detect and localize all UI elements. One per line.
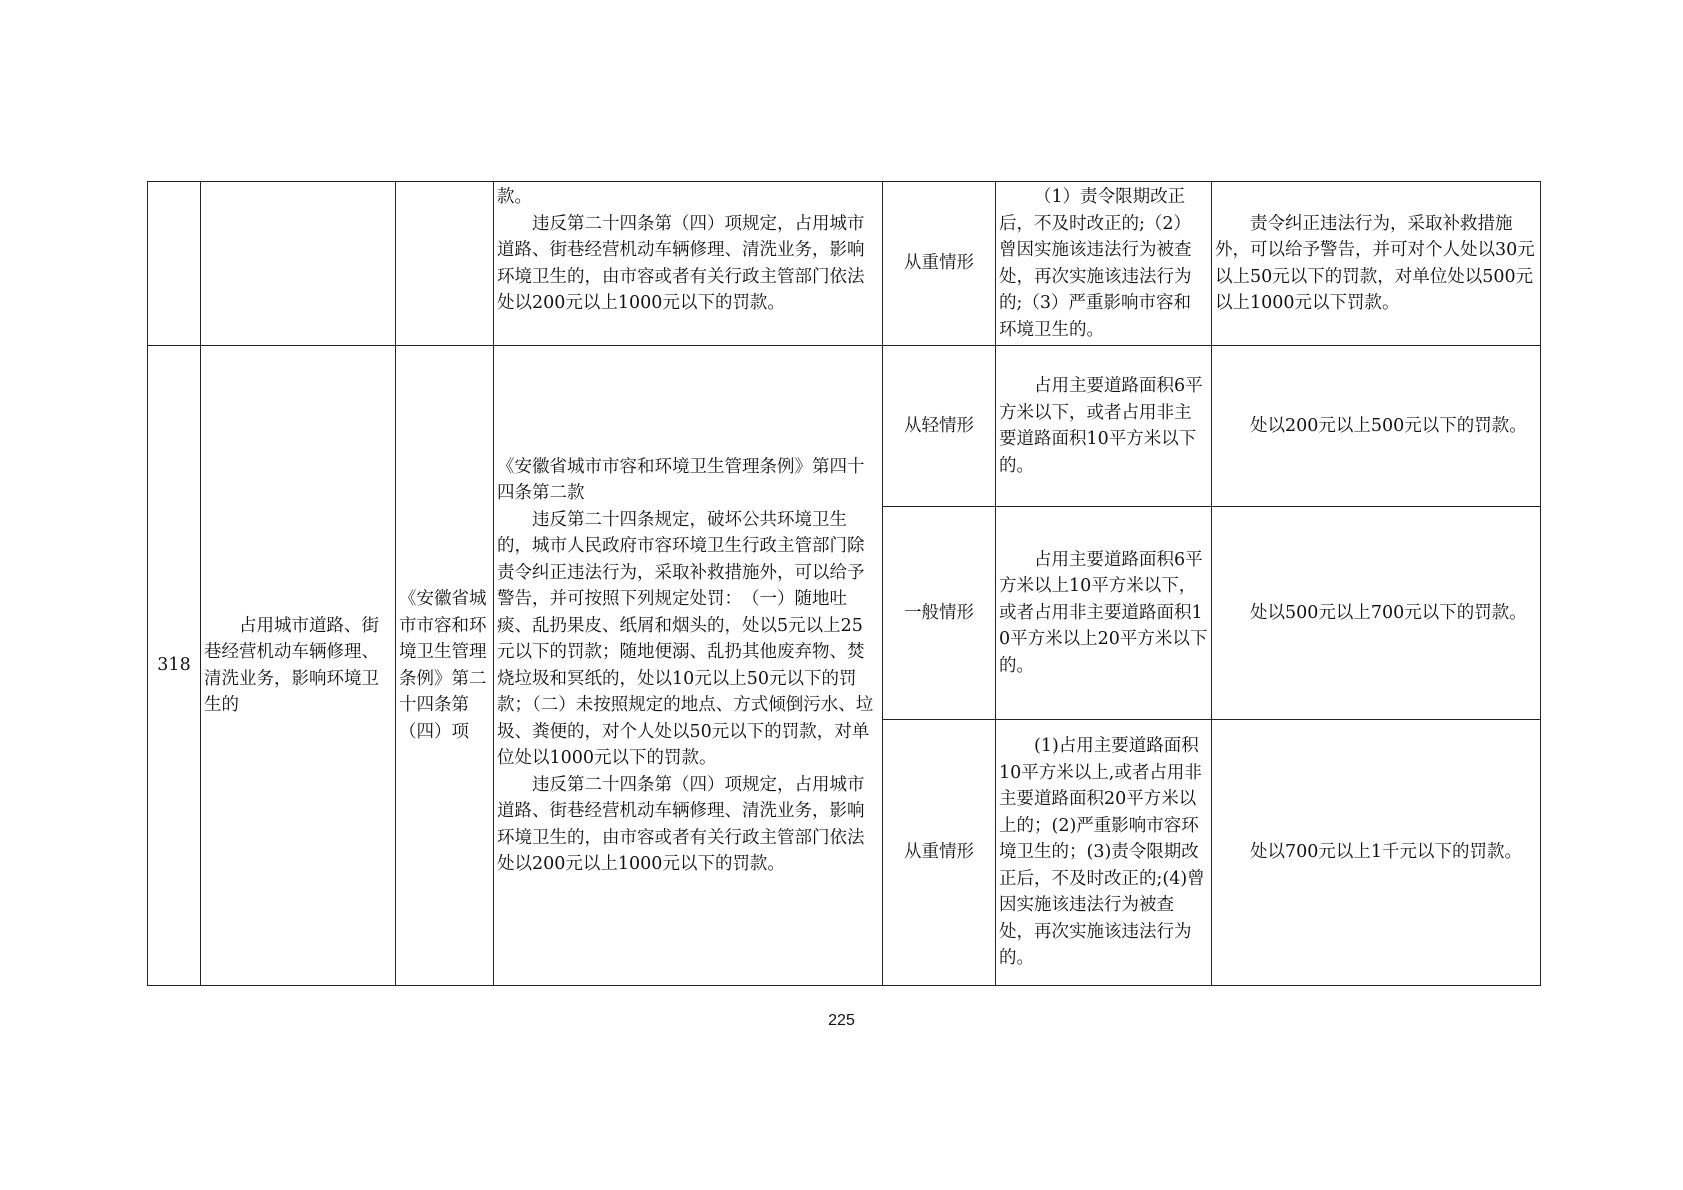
circumstance-cell-heavy: 从重情形 <box>883 720 996 986</box>
basis-paragraph: 违反第二十四条规定，破坏公共环境卫生的，城市人民政府市容环境卫生行政主管部门除责令纠正违法行为，采取补救措施外，可以给予警告，并可按照下列规定处罚： （一）随地吐痰、乱扔果皮、纸屑和烟头的，处以5元以上25元以下的罚款；随地便溺、乱扔其他废弃物、焚烧垃圾和冥纸的，处以10元以上50元以下的罚款；（二）未按照规定的地点、方式倾倒污水、垃圾、粪便的，对个人处以50元以下的罚款，对单位处以1000元以下的罚款。 <box>497 509 874 768</box>
continued-row <box>148 182 1541 346</box>
table-row <box>148 346 1541 507</box>
condition-cell-light: 占用主要道路面积6平方米以下，或者占用非主要道路面积10平方米以下的。 <box>996 346 1212 507</box>
standard-cell-general: 处以500元以上700元以下的罚款。 <box>1212 507 1541 720</box>
legal-basis-cell <box>494 182 883 346</box>
standard-cell-heavy: 处以700元以上1千元以下的罚款。 <box>1212 720 1541 986</box>
condition-cell: （1）责令限期改正后，不及时改正的;（2）曾因实施该违法行为被查处，再次实施该违法行为的;（3）严重影响市容和环境卫生的。 <box>996 182 1212 346</box>
condition-cell-heavy: (1)占用主要道路面积10平方米以上,或者占用非主要道路面积20平方米以上的；(2)严重影响市容环境卫生的；(3)责令限期改正后，不及时改正的;(4)曾因实施该违法行为被查处，再次实施该违法行为的。 <box>996 720 1212 986</box>
penalty-standard-table <box>147 181 1541 986</box>
circumstance-cell: 从重情形 <box>883 182 996 346</box>
circumstance-cell-general: 一般情形 <box>883 507 996 720</box>
basis-short-cell-empty <box>396 182 494 346</box>
standard-cell: 责令纠正违法行为，采取补救措施外，可以给予警告，并可对个人处以30元以上50元以下的罚款，对单位处以500元以上1000元以下罚款。 <box>1212 182 1541 346</box>
legal-basis-cell <box>494 346 883 986</box>
number-cell-empty <box>148 182 201 346</box>
basis-paragraph: 《安徽省城市市容和环境卫生管理条例》第四十四条第二款 <box>497 456 865 503</box>
basis-paragraph: 违反第二十四条第（四）项规定，占用城市道路、街巷经营机动车辆修理、清洗业务，影响环境卫生的，由市容或者有关行政主管部门依法处以200元以上1000元以下的罚款。 <box>497 774 865 874</box>
violation-cell-empty <box>201 182 396 346</box>
basis-paragraph: 款。 <box>497 187 532 207</box>
item-number-cell: 318 <box>148 346 201 986</box>
basis-short-cell: 《安徽省城市市容和环境卫生管理条例》第二十四条第（四）项 <box>396 346 494 986</box>
condition-cell-general: 占用主要道路面积6平方米以上10平方米以下，或者占用非主要道路面积10平方米以上20平方米以下的。 <box>996 507 1212 720</box>
violation-cell: 占用城市道路、街巷经营机动车辆修理、清洗业务，影响环境卫生的 <box>201 346 396 986</box>
standard-cell-light: 处以200元以上500元以下的罚款。 <box>1212 346 1541 507</box>
page-number: 225 <box>828 1012 855 1029</box>
basis-paragraph: 违反第二十四条第（四）项规定，占用城市道路、街巷经营机动车辆修理、清洗业务，影响环境卫生的，由市容或者有关行政主管部门依法处以200元以上1000元以下的罚款。 <box>497 213 865 313</box>
circumstance-cell-light: 从轻情形 <box>883 346 996 507</box>
